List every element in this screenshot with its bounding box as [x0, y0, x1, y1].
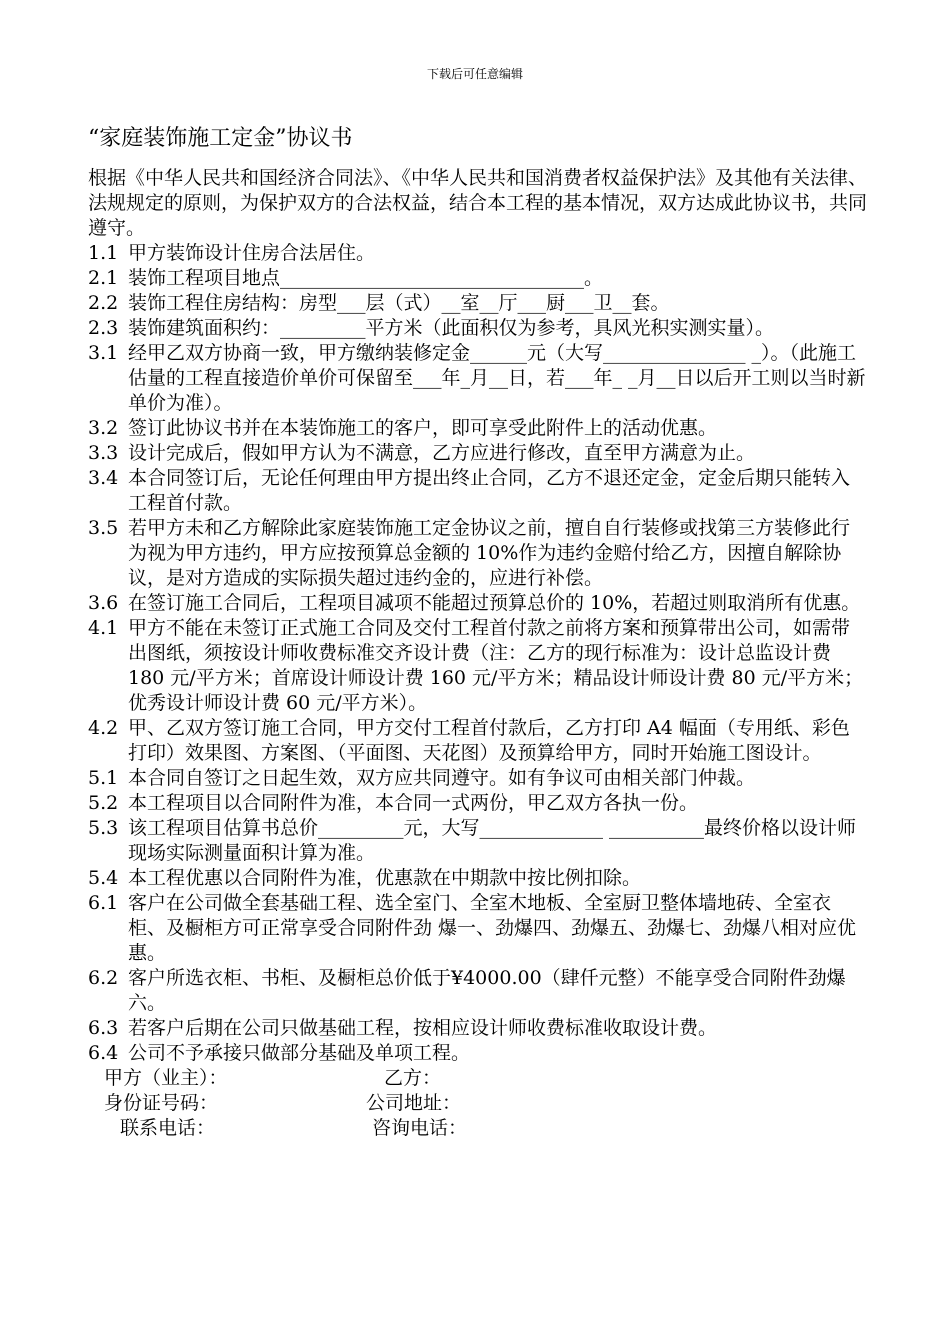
- clause-item: [88, 791, 868, 816]
- signature-row-3: [88, 1116, 868, 1141]
- clause-text: 装饰工程项目地点________________________________。: [128, 267, 604, 289]
- clause-number: 6.4: [88, 1042, 119, 1064]
- clause-text: 装饰工程住房结构：房型___层（式）__室__厅___厨___卫__套。: [128, 292, 670, 314]
- clause-number: 6.2: [88, 967, 119, 989]
- clause-item: [88, 716, 868, 766]
- clause-text: 若甲方未和乙方解除此家庭装饰施工定金协议之前，擅自自行装修或找第三方装修此行为视为甲方违约，甲方应按预算总金额的 10%作为违约金赔付给乙方，因擅自解除协议，是对方造成的实际损失超过违约金的，应进行补偿。: [128, 517, 851, 589]
- document-body: [88, 124, 868, 1141]
- clause-number: 2.1: [88, 267, 119, 289]
- clause-number: 1.1: [88, 242, 119, 264]
- clause-item: [88, 341, 868, 416]
- clause-item: [88, 766, 868, 791]
- clause-text: 本合同签订后，无论任何理由甲方提出终止合同，乙方不退还定金，定金后期只能转入工程首付款。: [128, 467, 851, 514]
- party-a-label: 甲方（业主）：: [104, 1067, 228, 1089]
- clause-item: [88, 416, 868, 441]
- contact-phone-label: 联系电话：: [120, 1117, 216, 1139]
- clause-number: 4.2: [88, 717, 119, 739]
- clause-item: [88, 266, 868, 291]
- clause-text: 本合同自签订之日起生效，双方应共同遵守。如有争议可由相关部门仲裁。: [128, 767, 756, 789]
- page-header: 下载后可任意编辑: [426, 67, 523, 81]
- clause-item: [88, 516, 868, 591]
- clause-text: 若客户后期在公司只做基础工程，按相应设计师收费标准收取设计费。: [128, 1017, 718, 1039]
- clause-text: 本工程项目以合同附件为准，本合同一式两份，甲乙双方各执一份。: [128, 792, 699, 814]
- clause-text: 签订此协议书并在本装饰施工的客户，即可享受此附件上的活动优惠。: [128, 417, 718, 439]
- clause-number: 5.3: [88, 817, 119, 839]
- clause-text: 经甲乙双方协商一致，甲方缴纳装修定金______元（大写_______________ _）。（此施工估量的工程直接造价单价可保留至___年_月__日，若___年_ _月__日以后开工则以当时新单价为准）。: [128, 342, 866, 414]
- clause-number: 5.2: [88, 792, 119, 814]
- clause-item: [88, 816, 868, 866]
- clause-text: 客户在公司做全套基础工程、选全室门、全室木地板、全室厨卫整体墙地砖、全室衣柜、及橱柜方可正常享受合同附件劲 爆一、劲爆四、劲爆五、劲爆七、劲爆八相对应优惠。: [128, 892, 857, 964]
- clause-item: [88, 241, 868, 266]
- clause-number: 3.3: [88, 442, 119, 464]
- clause-text: 甲方装饰设计住房合法居住。: [128, 242, 376, 264]
- id-number-label: 身份证号码：: [104, 1092, 219, 1114]
- company-address-label: 公司地址：: [366, 1092, 462, 1114]
- clause-text: 甲、乙双方签订施工合同，甲方交付工程首付款后，乙方打印 A4 幅面（专用纸、彩色打印）效果图、方案图、（平面图、天花图）及预算给甲方，同时开始施工图设计。: [128, 717, 850, 764]
- document-title: “家庭装饰施工定金”协议书: [88, 126, 353, 151]
- clause-number: 5.1: [88, 767, 119, 789]
- clause-number: 3.5: [88, 517, 119, 539]
- clause-list: [88, 241, 868, 1066]
- clause-text: 甲方不能在未签订正式施工合同及交付工程首付款之前将方案和预算带出公司，如需带出图纸，须按设计师收费标准交齐设计费（注：乙方的现行标准为：设计总监设计费 180 元/平方米；首席设计师设计费 160 元/平方米；精品设计师设计费 80 元/平方米；优秀设计师设计费 60 元/平方米）。: [128, 617, 864, 714]
- clause-number: 3.2: [88, 417, 119, 439]
- signature-row-2: [88, 1091, 868, 1116]
- clause-item: [88, 891, 868, 966]
- party-b-label: 乙方：: [384, 1067, 442, 1089]
- intro-paragraph: 根据《中华人民共和国经济合同法》、《中华人民共和国消费者权益保护法》及其他有关法律、法规规定的原则，为保护双方的合法权益，结合本工程的基本情况，双方达成此协议书，共同遵守。: [88, 167, 868, 239]
- clause-item: [88, 291, 868, 316]
- clause-text: 公司不予承接只做部分基础及单项工程。: [128, 1042, 471, 1064]
- consult-phone-label: 咨询电话：: [372, 1117, 468, 1139]
- clause-number: 2.2: [88, 292, 119, 314]
- clause-text: 在签订施工合同后，工程项目减项不能超过预算总价的 10%，若超过则取消所有优惠。: [128, 592, 861, 614]
- clause-number: 3.4: [88, 467, 119, 489]
- clause-text: 装饰建筑面积约：_________平方米（此面积仅为参考，具风光积实测实量）。: [128, 317, 775, 339]
- clause-item: [88, 1041, 868, 1066]
- clause-number: 3.6: [88, 592, 119, 614]
- clause-number: 3.1: [88, 342, 119, 364]
- clause-number: 6.3: [88, 1017, 119, 1039]
- clause-number: 6.1: [88, 892, 119, 914]
- clause-text: 该工程项目估算书总价_________元，大写_____________ __________最终价格以设计师现场实际测量面积计算为准。: [128, 817, 857, 864]
- clause-item: [88, 966, 868, 1016]
- clause-item: [88, 616, 868, 716]
- clause-item: [88, 866, 868, 891]
- clause-item: [88, 441, 868, 466]
- clause-text: 设计完成后，假如甲方认为不满意，乙方应进行修改，直至甲方满意为止。: [128, 442, 756, 464]
- clause-text: 本工程优惠以合同附件为准，优惠款在中期款中按比例扣除。: [128, 867, 642, 889]
- clause-item: [88, 1016, 868, 1041]
- clause-number: 2.3: [88, 317, 119, 339]
- clause-number: 5.4: [88, 867, 119, 889]
- clause-item: [88, 591, 868, 616]
- clause-item: [88, 466, 868, 516]
- clause-number: 4.1: [88, 617, 119, 639]
- signature-row-1: [88, 1066, 868, 1091]
- clause-text: 客户所选衣柜、书柜、及橱柜总价低于¥4000.00（肆仟元整）不能享受合同附件劲爆六。: [128, 967, 846, 1014]
- clause-item: [88, 316, 868, 341]
